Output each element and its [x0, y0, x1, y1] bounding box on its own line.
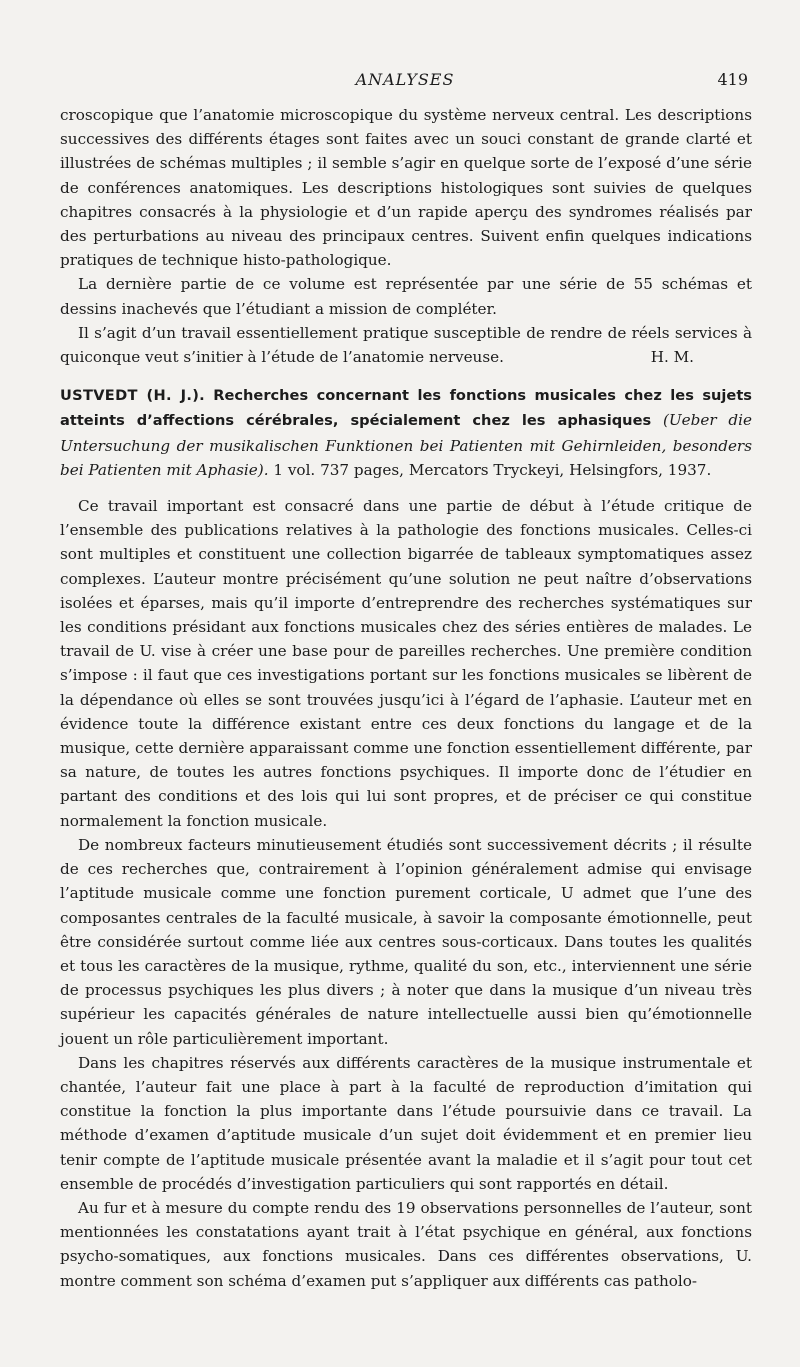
review2-original-title: (Ueber die Untersuchung der musikalischen Funktionen bei Patienten mit Gehirnleiden, besonders bei Patienten mit Aphasie). — [60, 411, 752, 479]
review1-paragraph: La dernière partie de ce volume est représentée par une série de 55 schémas et dessins inachevés que l’étudiant a mission de compléter. — [60, 275, 752, 318]
running-title: ANALYSES — [355, 70, 455, 89]
review2-author: USTVEDT (H. J.). — [60, 387, 206, 405]
review2-publication: 1 vol. 737 pages, Mercators Tryckeyi, Helsingfors, 1937. — [273, 460, 712, 479]
page-number: 419 — [717, 70, 748, 89]
page-header — [60, 70, 750, 94]
review2-paragraph: Dans les chapitres réservés aux différents caractères de la musique instrumentale et chantée, l’auteur fait une place à part à la faculté de reproduction d’imitation qui constitue la fonction la plus importante dans l’étude poursuivie dans ce travail. La méthode d’examen d’aptitude musicale d’un sujet doit évidemment et en premier lieu tenir compte de l’aptitude musicale présentée avant la maladie et il s’agit pour tout cet ensemble de procédés d’investigation particuliers qui sont rapportés en détail. — [60, 1053, 752, 1193]
review2-title: Recherches concernant les fonctions musicales chez les sujets atteints d’affections cérébrales, spécialement chez les aphasiques — [60, 387, 752, 430]
review2-paragraph: Au fur et à mesure du compte rendu des 19 observations personnelles de l’auteur, sont mentionnées les constatations ayant trait à l’état psychique en général, aux fonctions psycho-somatiques, aux fonctions musicales. Dans ces différentes observations, U. montre comment son schéma d’examen put s’appliquer aux différents cas patholo- — [60, 1198, 752, 1290]
review1-last-paragraph — [60, 321, 752, 369]
review1-paragraph: croscopique que l’anatomie microscopique du système nerveux central. Les descriptions successives des différents étages sont faites avec un souci constant de grande clarté et illustrées de schémas multiples ; il semble s’agir en quelque sorte de l’exposé d’une série de conférences anatomiques. Les descriptions histologiques sont suivies de quelques chapitres consacrés à la physiologie et d’un rapide aperçu des syndromes réalisés par des perturbations au niveau des principaux centres. Suivent enfin quelques indications pratiques de technique histo-pathologique. — [60, 106, 752, 270]
review1-paragraph-text: Il s’agit d’un travail essentiellement pratique susceptible de rendre de réels services à quiconque veut s’initier à l’étude de l’anatomie nerveuse. — [60, 323, 752, 367]
review1-signature: H. M. — [650, 348, 694, 367]
review2-heading — [60, 383, 752, 482]
review2-paragraph: Ce travail important est consacré dans une partie de début à l’étude critique de l’ensemble des publications relatives à la pathologie des fonctions musicales. Celles-ci sont multiples et constituent une collection bigarrée de tableaux symptomatiques assez complexes. L’auteur montre précisément qu’une solution ne peut naître d’observations isolées et éparses, mais qu’il importe d’entreprendre des recherches systématiques sur les conditions présidant aux fonctions musicales chez des séries entières de malades. Le travail de U. vise à créer une base pour de pareilles recherches. Une première condition s’impose : il faut que ces investigations portant sur les fonctions musicales se libèrent de la dépendance où elles se sont trouvées jusqu’ici à l’égard de l’aphasie. L’auteur met en évidence toute la différence existant entre ces deux fonctions du langage et de la musique, cette dernière apparaissant comme une fonction essentiellement différente, par sa nature, de toutes les autres fonctions psychiques. Il importe donc de l’étudier en partant des conditions et des lois qui lui sont propres, et de préciser ce qui constitue normalement la fonction musicale. — [60, 497, 752, 830]
review2-paragraph: De nombreux facteurs minutieusement étudiés sont successivement décrits ; il résulte de ces recherches que, contrairement à l’opinion généralement admise qui envisage l’aptitude musicale comme une fonction purement corticale, U admet que l’une des composantes centrales de la faculté musicale, à savoir la composante émotionnelle, peut être considérée surtout comme liée aux centres sous-corticaux. Dans toutes les qualités et tous les caractères de la musique, rythme, qualité du son, etc., interviennent une série de processus psychiques les plus divers ; à noter que dans la musique d’un niveau très supérieur les capacités générales de nature intellectuelle aussi bien qu’émotionnelle jouent un rôle particulièrement important. — [60, 835, 752, 1048]
page-content — [60, 103, 752, 1293]
